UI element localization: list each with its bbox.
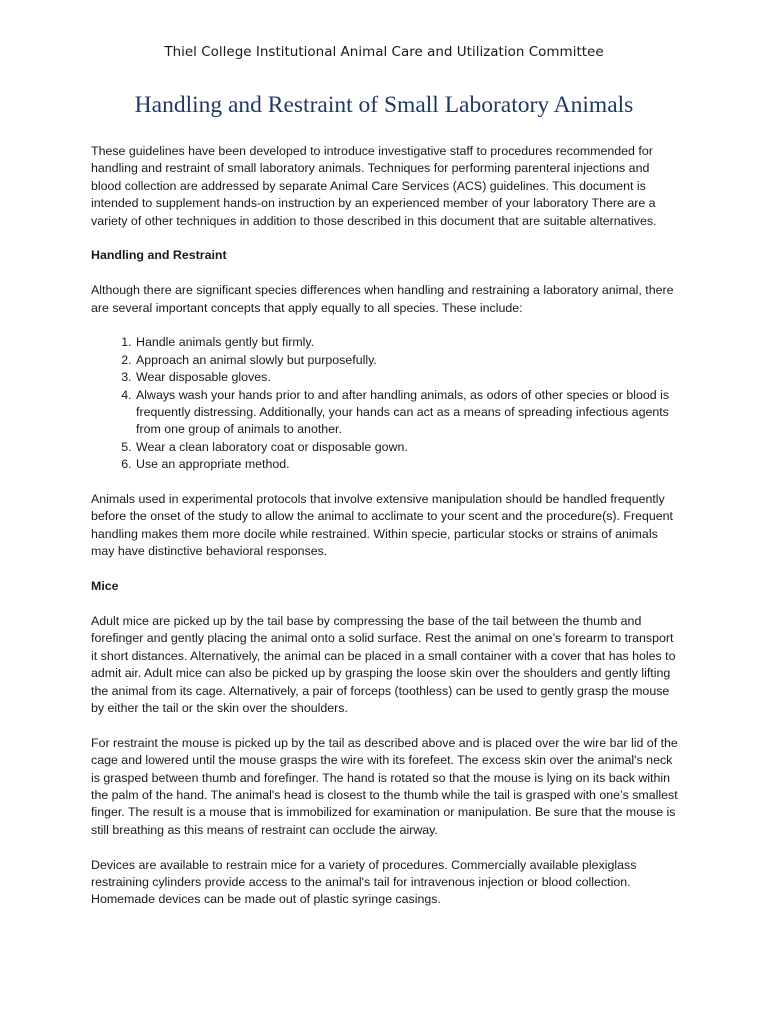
mice-paragraph: Devices are available to restrain mice for a variety of procedures. Commercially available plexiglass restraining cylinders provide access to the animal's tail for intravenous injection or blood collection. Homemade devices can be made out of plastic syringe casings. xyxy=(91,857,637,907)
list-item: 4. Always wash your hands prior to and after handling animals, as odors of other species or blood is frequently distressing. Additionally, your hands can act as a means of spreading infectious agents from one group of animals to another. xyxy=(135,387,681,439)
handling-concepts-list xyxy=(91,334,681,473)
list-item: 6. Use an appropriate method. xyxy=(135,456,681,473)
handling-lead-paragraph: Although there are significant species differences when handling and restraining a laboratory animal, there are several important concepts that apply equally to all species. These include: xyxy=(91,283,674,315)
list-item: 5. Wear a clean laboratory coat or disposable gown. xyxy=(135,439,681,456)
list-item: 2. Approach an animal slowly but purposefully. xyxy=(135,352,681,369)
document-body xyxy=(91,143,681,926)
mice-paragraph: For restraint the mouse is picked up by the tail as described above and is placed over the wire bar lid of the cage and lowered until the mouse grasps the wire with its forefeet. The excess skin over the animal's neck is grasped between thumb and forefinger. The hand is rotated so that the mouse is lying on its back within the palm of the hand. The animal's head is closest to the thumb while the tail is grasped with one’s smallest finger. The result is a mouse that is immobilized for examination or manipulation. Be sure that the mouse is still breathing as this means of restraint can occlude the airway. xyxy=(91,735,678,837)
list-item: 1. Handle animals gently but firmly. xyxy=(135,334,681,351)
handling-closing-paragraph: Animals used in experimental protocols that involve extensive manipulation should be handled frequently before the onset of the study to allow the animal to acclimate to your scent and the procedure(s). Frequent handling makes them more docile while restrained. Within specie, particular stocks or strains of animals may have distinctive behavioral responses. xyxy=(91,492,673,559)
handling-section-heading: Handling and Restraint xyxy=(91,248,227,263)
mice-section-heading: Mice xyxy=(91,579,119,594)
institution-header: Thiel College Institutional Animal Care and Utilization Committee xyxy=(164,44,604,60)
list-item: 3. Wear disposable gloves. xyxy=(135,369,681,386)
mice-paragraph: Adult mice are picked up by the tail base by compressing the base of the tail between the thumb and forefinger and gently placing the animal onto a solid surface. Rest the animal on one’s forearm to transport it short distances. Alternatively, the animal can be placed in a small container with a cover that has holes to admit air. Adult mice can also be picked up by grasping the loose skin over the shoulders and gently lifting the animal from its cage. Alternatively, a pair of forceps (toothless) can be used to gently grasp the mouse by either the tail or the skin over the shoulders. xyxy=(91,613,676,715)
document-title: Handling and Restraint of Small Laboratory Animals xyxy=(134,92,634,118)
intro-paragraph: These guidelines have been developed to introduce investigative staff to procedures recommended for handling and restraint of small laboratory animals. Techniques for performing parenteral injections and blood collection are addressed by separate Animal Care Services (ACS) guidelines. This document is intended to supplement hands-on instruction by an experienced member of your laboratory There are a variety of other techniques in addition to those described in this document that are suitable alternatives. xyxy=(91,144,657,228)
